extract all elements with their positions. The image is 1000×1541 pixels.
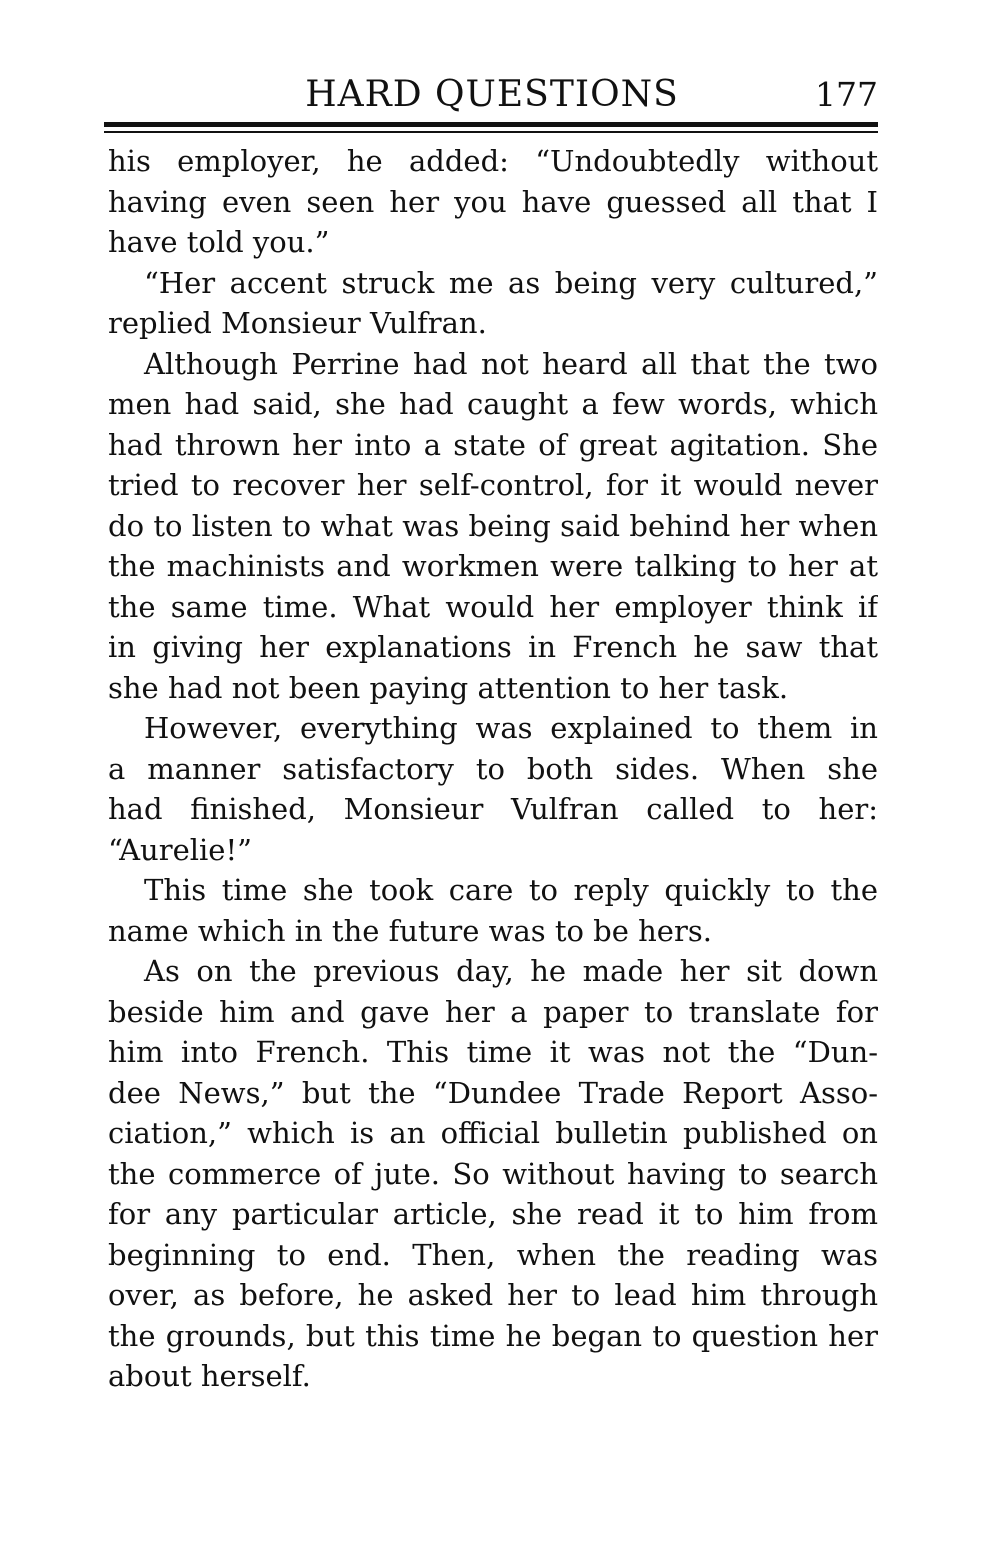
text-line: in giving her explanations in French he saw that [108, 630, 878, 664]
text-line: have told you.” [108, 225, 330, 259]
text-line: As on the previous day, he made her sit down [144, 954, 878, 988]
body-text [108, 141, 878, 1397]
text-line: having even seen her you have guessed all that I [108, 184, 878, 219]
page-number: 177 [815, 75, 878, 114]
header-rule-thick [104, 122, 878, 127]
text-line: the same time. What would her employer think if [108, 589, 878, 624]
text-line: do to listen to what was being said behind her when [108, 508, 878, 543]
text-line: had thrown her into a state of great agitation. She [108, 427, 878, 462]
running-head [106, 70, 878, 120]
text-line: beginning to end. Then, when the reading was [108, 1237, 878, 1272]
running-title: HARD QUESTIONS [305, 74, 679, 115]
text-line: about herself. [108, 1359, 311, 1393]
text-line: the grounds, but this time he began to question her [108, 1318, 878, 1353]
text-line: him into French. This time it was not the “Dun- [108, 1035, 878, 1069]
text-line: ciation,” which is an official bulletin published on [108, 1116, 878, 1150]
text-line: for any particular article, she read it to him from [108, 1197, 878, 1231]
text-line: the machinists and workmen were talking to her at [108, 549, 878, 583]
text-line: beside him and gave her a paper to translate for [108, 994, 878, 1029]
text-line: “Aurelie!” [108, 832, 252, 867]
text-line: However, everything was explained to them in [144, 711, 878, 745]
text-line: his employer, he added: “Undoubtedly without [108, 144, 878, 178]
text-line: a manner satisfactory to both sides. When she [108, 751, 878, 786]
text-line: over, as before, he asked her to lead him through [108, 1278, 878, 1312]
text-line: tried to recover her self-control, for it would never [108, 468, 878, 502]
text-line: name which in the future was to be hers. [108, 913, 712, 948]
text-line: dee News,” but the “Dundee Trade Report Asso- [108, 1075, 878, 1110]
text-line: “Her accent struck me as being very cultured,” [144, 265, 878, 300]
text-line: she had not been paying attention to her task. [108, 670, 789, 705]
text-line: This time she took care to reply quickly to the [144, 873, 878, 907]
text-line: men had said, she had caught a few words, which [108, 387, 878, 421]
text-line: the commerce of jute. So without having to search [108, 1156, 878, 1191]
text-line: Although Perrine had not heard all that the two [144, 346, 878, 381]
text-line: replied Monsieur Vulfran. [108, 306, 487, 340]
header-rule-thin [104, 131, 878, 133]
text-line: had finished, Monsieur Vulfran called to her: [108, 792, 878, 826]
